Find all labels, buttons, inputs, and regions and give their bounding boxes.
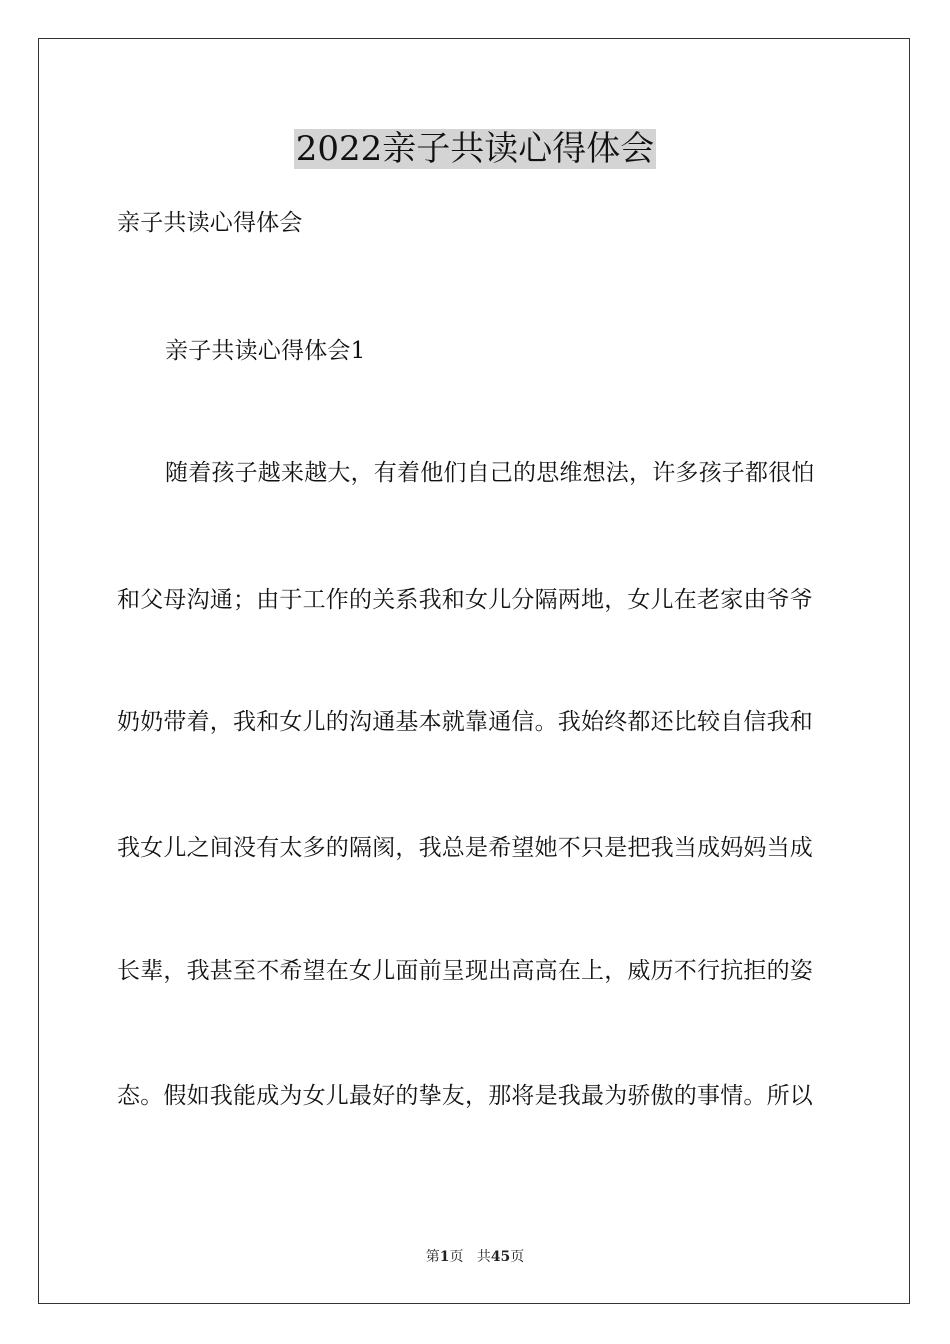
page-prefix: 第 — [425, 1249, 440, 1265]
page-footer — [0, 1247, 950, 1267]
total-prefix: 共 — [476, 1249, 491, 1265]
page-number: 1 — [439, 1249, 450, 1265]
section-heading: 亲子共读心得体会1 — [165, 338, 366, 364]
total-pages: 45 — [490, 1249, 511, 1265]
paragraph-line: 我女儿之间没有太多的隔阂，我总是希望她不只是把我当成妈妈当成 — [117, 835, 813, 861]
paragraph-line: 奶奶带着，我和女儿的沟通基本就靠通信。我始终都还比较自信我和 — [117, 709, 813, 735]
paragraph-line: 态。假如我能成为女儿最好的挚友，那将是我最为骄傲的事情。所以 — [117, 1083, 813, 1109]
document-subtitle: 亲子共读心得体会 — [117, 210, 303, 236]
paragraph-line: 长辈，我甚至不希望在女儿面前呈现出高高在上，威历不行抗拒的姿 — [117, 958, 813, 984]
document-title — [0, 124, 950, 174]
document-title-text: 2022亲子共读心得体会 — [295, 129, 655, 169]
paragraph-line: 和父母沟通；由于工作的关系我和女儿分隔两地，女儿在老家由爷爷 — [117, 587, 813, 613]
total-suffix: 页 — [510, 1249, 525, 1265]
page-suffix: 页 — [449, 1249, 464, 1265]
paragraph-line: 随着孩子越来越大，有着他们自己的思维想法，许多孩子都很怕 — [165, 460, 815, 486]
